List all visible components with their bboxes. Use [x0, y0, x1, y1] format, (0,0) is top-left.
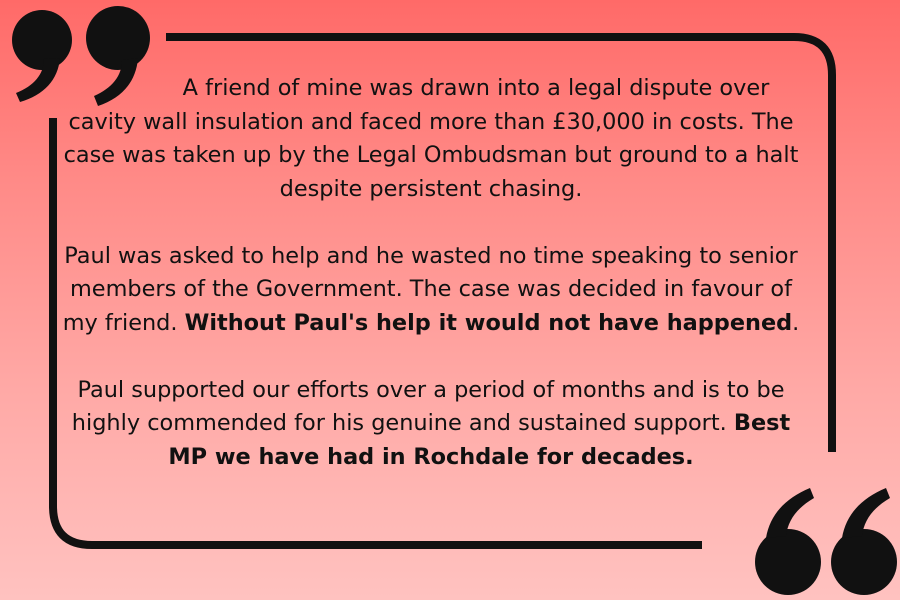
- testimonial-paragraph-1: A friend of mine was drawn into a legal dispute over cavity wall insulation and faced more than £30,000 in costs. The case was taken up by the Legal Ombudsman but ground to a halt despite persistent chasing.: [63, 75, 799, 202]
- paragraph-3-bold-text: Best MP we have had in Rochdale for decades.: [168, 410, 791, 470]
- testimonial-text: [62, 72, 800, 512]
- testimonial-paragraph-2: [62, 240, 800, 341]
- paragraph-2-bold-text: Without Paul's help it would not have happened: [184, 309, 793, 336]
- paragraph-2-text: Paul was asked to help and he wasted no time speaking to senior members of the Government. The case was decided in favour of my friend.: [62, 242, 798, 336]
- paragraph-3-text: Paul supported our efforts over a period of months and is to be highly commended for his genuine and sustained support.: [71, 376, 785, 436]
- paragraph-2-end: .: [792, 309, 800, 336]
- testimonial-paragraph-3: [62, 374, 800, 475]
